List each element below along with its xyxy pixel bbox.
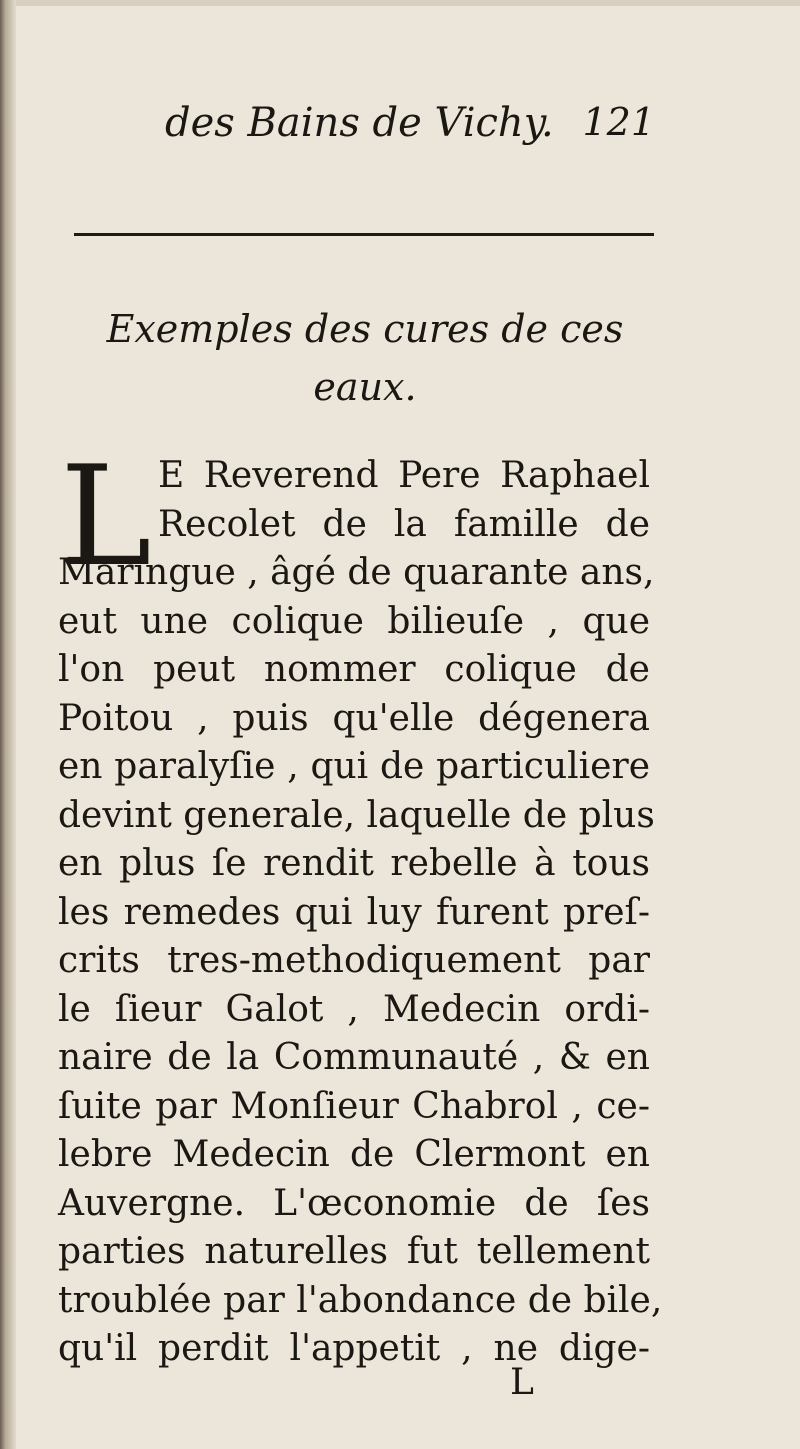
running-head-title: des Bains de Vichy. — [165, 100, 554, 146]
text-line: l'on peut nommer colique de — [58, 649, 650, 690]
section-heading — [95, 300, 635, 416]
drop-cap: L — [60, 436, 152, 597]
text-line: troublée par l'abondance de bile, — [58, 1279, 663, 1321]
text-line: ſuite par Monſieur Chabrol , ce- — [58, 1085, 650, 1127]
text-line: qu'il perdit l'appetit , ne dige- — [58, 1328, 650, 1369]
page-number: 121 — [582, 100, 655, 144]
page-binding-edge — [0, 0, 16, 1449]
running-head — [165, 100, 665, 160]
text-line: le ſieur Galot , Medecin ordi- — [58, 988, 650, 1030]
text-line: Maringue , âgé de quarante ans, — [58, 552, 655, 593]
section-heading-line-1: Exemples des cures de ces — [106, 307, 624, 351]
text-line: en paralyſie , qui de particuliere — [58, 746, 650, 787]
text-line: parties naturelles fut tellement — [58, 1231, 650, 1272]
text-line: eut une colique bilieuſe , que — [58, 600, 650, 642]
signature-mark: L — [510, 1362, 534, 1403]
text-line: en plus ſe rendit rebelle à tous — [58, 843, 650, 884]
text-line: E Reverend Pere Raphael — [158, 455, 650, 496]
text-line: Poitou , puis qu'elle dégenera — [58, 697, 650, 739]
text-line: les remedes qui luy furent preſ- — [58, 891, 650, 933]
text-line: Auvergne. L'œconomie de ſes — [58, 1182, 650, 1224]
text-line: Recolet de la famille de — [158, 503, 650, 545]
text-line: lebre Medecin de Clermont en — [58, 1134, 650, 1175]
page-top-edge — [0, 0, 800, 6]
text-line: crits tres-methodiquement par — [58, 940, 650, 981]
body-paragraph — [58, 452, 663, 1374]
header-rule — [74, 233, 654, 236]
section-heading-line-2: eaux. — [313, 365, 417, 409]
text-line: devint generale, laquelle de plus — [58, 794, 655, 836]
text-line: naire de la Communauté , & en — [58, 1037, 650, 1078]
